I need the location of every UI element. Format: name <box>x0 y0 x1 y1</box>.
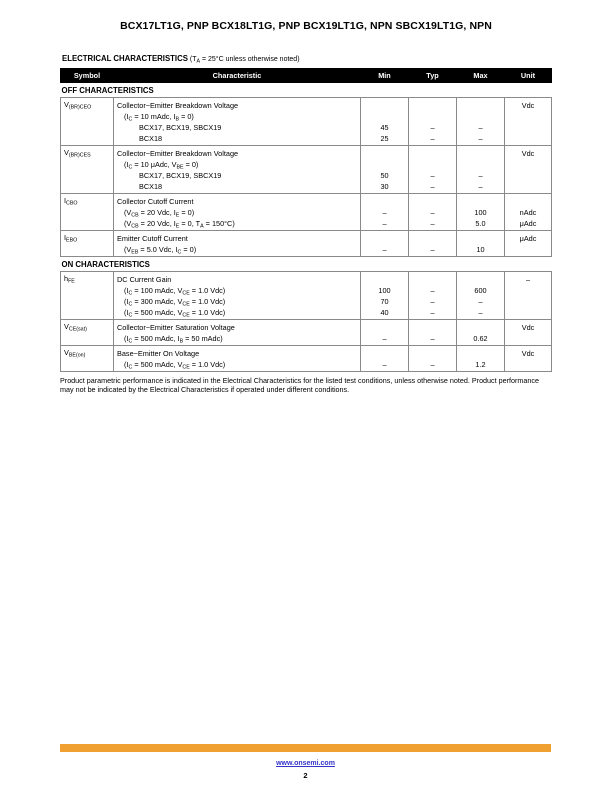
max-value <box>460 274 501 285</box>
unit-value <box>508 359 548 370</box>
unit-value: nAdc <box>519 207 537 217</box>
header-characteristic: Characteristic <box>114 69 361 83</box>
min-value <box>364 348 405 359</box>
max-value: 100 <box>474 207 487 217</box>
symbol-cell: $I_{EBO}$ <box>61 231 114 257</box>
typ-value <box>412 274 453 285</box>
symbol-cell: $V_{CE(sat)}$ <box>61 320 114 346</box>
characteristic-line: ($I_C = 100$ mAdc, $V_{CE} = 1.0$ Vdc) <box>124 285 226 296</box>
table-group-row <box>61 257 552 272</box>
unit-value <box>508 111 548 122</box>
min-cell <box>361 272 409 320</box>
min-value: – <box>382 218 387 228</box>
max-value: – <box>478 133 483 143</box>
typ-value <box>412 111 453 122</box>
unit-cell <box>505 272 552 320</box>
characteristic-cell <box>114 320 361 346</box>
max-value: – <box>478 296 483 306</box>
characteristic-cell <box>114 272 361 320</box>
min-cell <box>361 231 409 257</box>
typ-cell <box>409 146 457 194</box>
max-value <box>460 196 501 207</box>
typ-cell <box>409 98 457 146</box>
group-title: ON CHARACTERISTICS <box>61 257 552 272</box>
unit-cell <box>505 346 552 372</box>
min-cell <box>361 194 409 231</box>
page-footer <box>60 744 551 780</box>
max-value: 5.0 <box>475 218 486 228</box>
symbol-cell: $h_{FE}$ <box>61 272 114 320</box>
min-cell <box>361 346 409 372</box>
characteristic-line: Collector−Emitter Saturation Voltage <box>117 322 235 332</box>
characteristic-cell <box>114 98 361 146</box>
typ-value: – <box>430 307 435 317</box>
characteristic-cell <box>114 231 361 257</box>
typ-value: – <box>430 333 435 343</box>
min-value <box>364 274 405 285</box>
characteristic-line: ($I_C = 500$ mAdc, $V_{CE} = 1.0$ Vdc) <box>124 359 226 370</box>
typ-value: – <box>430 359 435 369</box>
min-value: 50 <box>380 170 389 180</box>
table-row <box>61 194 552 231</box>
min-cell <box>361 320 409 346</box>
characteristics-section <box>60 68 551 395</box>
characteristic-line: ($I_C = 500$ mAdc, $V_{CE} = 1.0$ Vdc) <box>124 307 226 318</box>
max-value: 1.2 <box>475 359 486 369</box>
min-value <box>364 100 405 111</box>
characteristic-cell <box>114 346 361 372</box>
typ-value <box>412 196 453 207</box>
max-value <box>460 348 501 359</box>
unit-cell <box>505 98 552 146</box>
table-row <box>61 146 552 194</box>
max-value: – <box>478 170 483 180</box>
page-number: 2 <box>303 771 308 780</box>
typ-value <box>412 100 453 111</box>
unit-value <box>508 122 548 133</box>
min-value: 25 <box>380 133 389 143</box>
unit-value: μAdc <box>519 218 537 228</box>
section-heading <box>62 54 300 63</box>
min-value: 40 <box>380 307 389 317</box>
header-min: Min <box>361 69 409 83</box>
min-value: – <box>382 207 387 217</box>
header-max: Max <box>457 69 505 83</box>
header-typ: Typ <box>409 69 457 83</box>
characteristic-line: Base−Emitter On Voltage <box>117 348 200 358</box>
characteristic-line: ($I_C = 10$ μAdc, $V_{BE} = 0$) <box>124 159 199 170</box>
typ-value <box>412 348 453 359</box>
header-symbol: Symbol <box>61 69 114 83</box>
max-value <box>460 159 501 170</box>
typ-value: – <box>430 207 435 217</box>
max-value <box>460 111 501 122</box>
max-value: – <box>478 307 483 317</box>
unit-value: – <box>525 274 531 284</box>
typ-value <box>412 233 453 244</box>
characteristic-line: BCX18 <box>139 181 163 191</box>
unit-value <box>508 307 548 318</box>
characteristic-line: DC Current Gain <box>117 274 172 284</box>
symbol-cell: $V_{(BR)CES}$ <box>61 146 114 194</box>
table-header-row <box>61 69 552 83</box>
typ-value: – <box>430 285 435 295</box>
unit-value: Vdc <box>521 148 535 158</box>
typ-value: – <box>430 296 435 306</box>
onsemi-link[interactable]: www.onsemi.com <box>276 760 335 767</box>
min-value: 70 <box>380 296 389 306</box>
typ-cell <box>409 320 457 346</box>
max-value: 0.62 <box>473 333 488 343</box>
table-row <box>61 231 552 257</box>
max-value <box>460 148 501 159</box>
characteristic-line: BCX17, BCX19, SBCX19 <box>139 170 222 180</box>
typ-value: – <box>430 122 435 132</box>
table-group-row <box>61 83 552 98</box>
characteristic-line: BCX18 <box>139 133 163 143</box>
table-row <box>61 98 552 146</box>
characteristic-line: Collector−Emitter Breakdown Voltage <box>117 100 239 110</box>
min-value: 30 <box>380 181 389 191</box>
typ-cell <box>409 231 457 257</box>
unit-value <box>508 296 548 307</box>
unit-value: Vdc <box>521 348 535 358</box>
unit-value <box>508 181 548 192</box>
section-heading-note: ($T_A = 25^\circ C$ unless otherwise noted) <box>189 56 300 65</box>
unit-value <box>508 333 548 344</box>
typ-value: – <box>430 170 435 180</box>
unit-cell <box>505 194 552 231</box>
max-value: 600 <box>474 285 487 295</box>
min-value <box>364 233 405 244</box>
footer-bar <box>60 744 551 752</box>
characteristic-line: BCX17, BCX19, SBCX19 <box>139 122 222 132</box>
min-value <box>364 322 405 333</box>
min-value: – <box>382 244 387 254</box>
table-row <box>61 272 552 320</box>
unit-value <box>508 285 548 296</box>
characteristic-line: Collector−Emitter Breakdown Voltage <box>117 148 239 158</box>
max-cell <box>457 231 505 257</box>
max-value: 10 <box>476 244 485 254</box>
max-cell <box>457 98 505 146</box>
symbol-cell: $V_{(BR)CEO}$ <box>61 98 114 146</box>
typ-value <box>412 322 453 333</box>
table-row <box>61 346 552 372</box>
characteristic-cell <box>114 146 361 194</box>
section-heading-label: ELECTRICAL CHARACTERISTICS <box>62 54 188 63</box>
unit-cell <box>505 320 552 346</box>
max-cell <box>457 146 505 194</box>
characteristic-line: ($V_{EB} = 5.0$ Vdc, $I_C = 0$) <box>124 244 197 255</box>
min-value <box>364 196 405 207</box>
min-value <box>364 148 405 159</box>
min-cell <box>361 146 409 194</box>
typ-value: – <box>430 218 435 228</box>
min-value <box>364 111 405 122</box>
symbol-cell: $V_{BE(on)}$ <box>61 346 114 372</box>
min-value: – <box>382 333 387 343</box>
max-value <box>460 233 501 244</box>
typ-value <box>412 148 453 159</box>
unit-value <box>508 170 548 181</box>
header-unit: Unit <box>505 69 552 83</box>
characteristic-line: ($I_C = 500$ mAdc, $I_B = 50$ mAdc) <box>124 333 223 344</box>
unit-cell <box>505 146 552 194</box>
characteristic-line: ($I_C = 300$ mAdc, $V_{CE} = 1.0$ Vdc) <box>124 296 226 307</box>
characteristic-line: Collector Cutoff Current <box>117 196 194 206</box>
typ-cell <box>409 272 457 320</box>
unit-value <box>508 133 548 144</box>
unit-value <box>508 244 548 255</box>
unit-cell <box>505 231 552 257</box>
max-cell <box>457 320 505 346</box>
typ-value <box>412 159 453 170</box>
typ-value: – <box>430 244 435 254</box>
unit-value: μAdc <box>519 233 537 243</box>
group-title: OFF CHARACTERISTICS <box>61 83 552 98</box>
min-value: 45 <box>380 122 389 132</box>
table-row <box>61 320 552 346</box>
typ-value: – <box>430 133 435 143</box>
page-title: BCX17LT1G, PNP BCX18LT1G, PNP BCX19LT1G, NPN SBCX19LT1G, NPN <box>120 20 492 32</box>
max-cell <box>457 346 505 372</box>
electrical-characteristics-table <box>60 68 552 372</box>
min-value: 100 <box>378 285 391 295</box>
max-value <box>460 322 501 333</box>
min-value <box>364 159 405 170</box>
characteristic-line: Emitter Cutoff Current <box>117 233 188 243</box>
min-value: – <box>382 359 387 369</box>
max-value: – <box>478 181 483 191</box>
max-cell <box>457 272 505 320</box>
typ-cell <box>409 194 457 231</box>
min-cell <box>361 98 409 146</box>
unit-value: Vdc <box>521 322 535 332</box>
characteristic-line: ($I_C = 10$ mAdc, $I_B = 0$) <box>124 111 194 122</box>
symbol-cell: $I_{CBO}$ <box>61 194 114 231</box>
unit-value <box>508 196 548 207</box>
max-cell <box>457 194 505 231</box>
max-value <box>460 100 501 111</box>
characteristic-line: ($V_{CB} = 20$ Vdc, $I_E = 0$) <box>124 207 195 218</box>
typ-cell <box>409 346 457 372</box>
footnote: Product parametric performance is indicated in the Electrical Characteristics for the listed test conditions, unless otherwise noted. Product performance may not be indicated by the Electrical Characteristics if operated under different conditions. <box>60 376 539 395</box>
typ-value: – <box>430 181 435 191</box>
unit-value <box>508 159 548 170</box>
characteristic-line: ($V_{CB} = 20$ Vdc, $I_E = 0$, $T_A = 150^\circ C$) <box>124 218 235 229</box>
max-value: – <box>478 122 483 132</box>
characteristic-cell <box>114 194 361 231</box>
unit-value: Vdc <box>521 100 535 110</box>
